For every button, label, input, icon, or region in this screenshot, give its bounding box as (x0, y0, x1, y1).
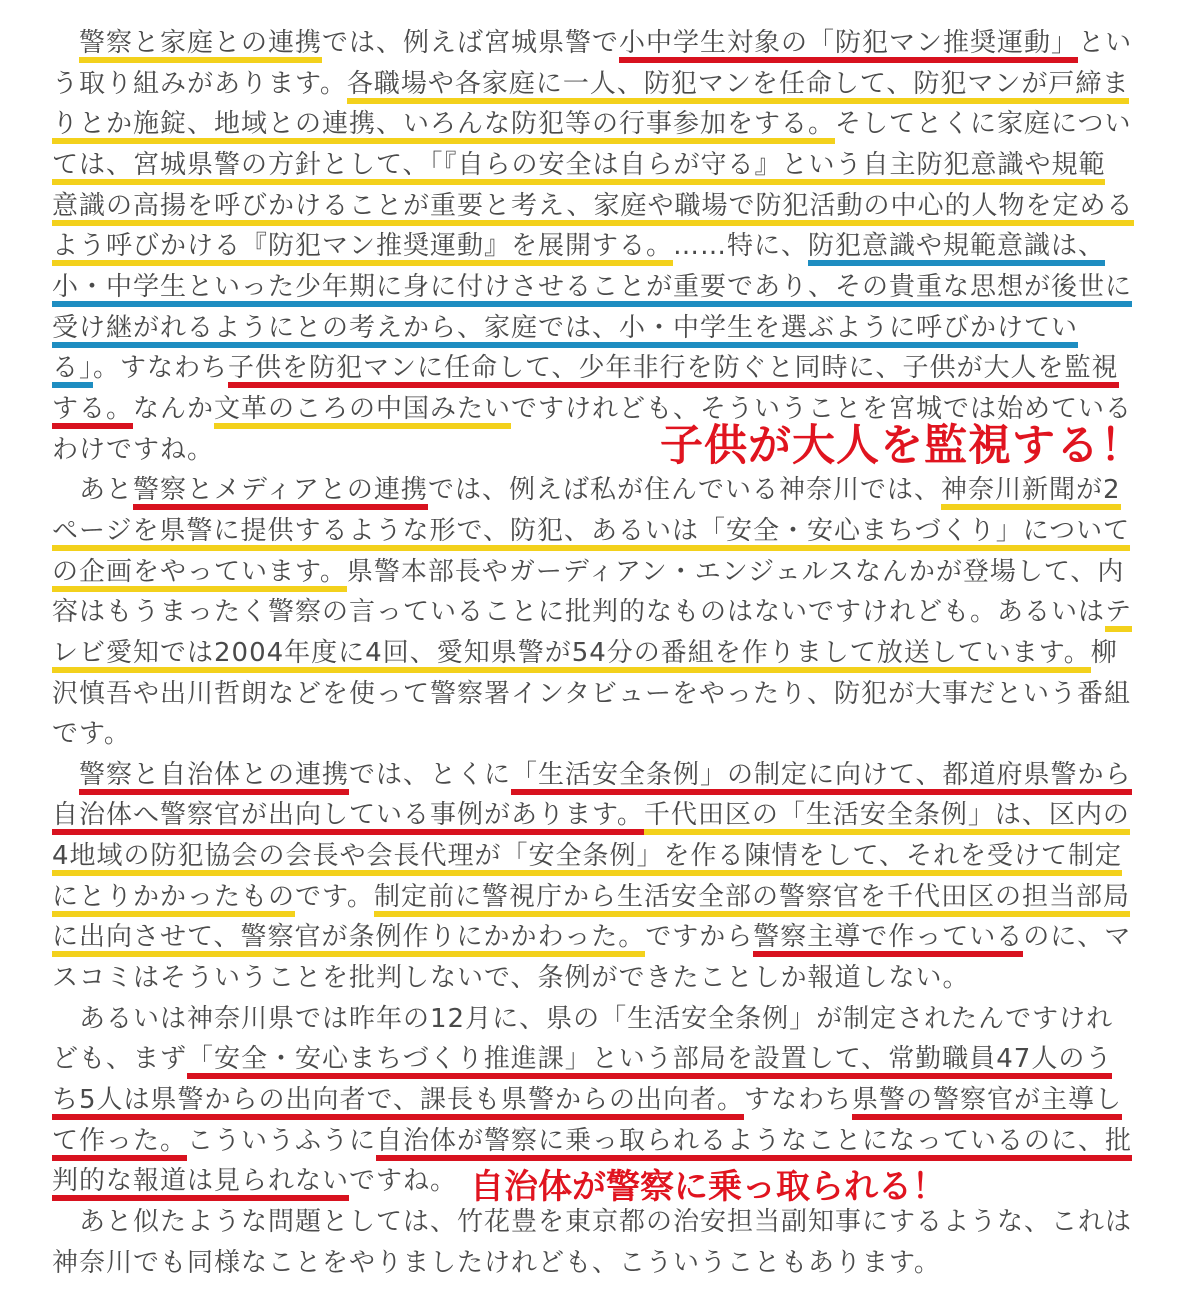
text-segment: あと (52, 475, 134, 506)
text-line (52, 226, 1172, 267)
text-segment: あるいは神奈川県では昨年の12月に、県の「生活安全条例」が制定されたんですけれ (52, 1003, 1114, 1034)
underlined-text-red: ち5人は県警からの出向者で、課長も県警からの出向者。 (52, 1085, 744, 1120)
text-line (52, 186, 1172, 227)
underlined-text-red: 小中学生対象の「防犯マン推奨運動」 (619, 28, 1078, 63)
text-segment: 沢慎吾や出川哲朗などを使って警察署インタビューをやったり、防犯が大事だという番組 (52, 678, 1131, 709)
underlined-text-red: 警察と自治体との連携 (79, 760, 349, 795)
text-line (52, 633, 1172, 674)
text-segment: すなわち (744, 1085, 853, 1116)
callout-annotation: 自治体が警察に乗っ取られる！ (470, 1167, 946, 1207)
text-segment: わけですね。 (52, 434, 215, 465)
text-segment: では、例えば宮城県警で (322, 28, 620, 58)
text-segment: ……特に、 (673, 231, 809, 262)
text-line (52, 308, 1172, 349)
underlined-text-yellow: 制定前に警視庁から生活安全部の警察官を千代田区の担当部局 (374, 882, 1130, 917)
underlined-text-red: 警察とメディアとの連携 (133, 475, 428, 510)
text-segment: スコミはそういうことを批判しないで、条例ができたことしか報道しない。 (52, 963, 970, 994)
underlined-text-yellow: ページを県警に提供するような形で、防犯、あるいは「安全・安心まちづくり」について (52, 516, 1130, 551)
text-line (52, 511, 1172, 552)
underlined-text-yellow: よう呼びかける『防犯マン推奨運動』を展開する。 (52, 231, 673, 266)
underlined-text-yellow: にとりかかったもの (52, 882, 295, 917)
text-segment: 柳 (1090, 637, 1118, 668)
text-line (52, 917, 1172, 958)
underlined-text-yellow: テ (1105, 597, 1132, 632)
text-segment: そしてとくに家庭につい (835, 109, 1132, 140)
underlined-text-yellow: の企画をやっています。 (52, 557, 347, 592)
underlined-text-blue: 受け継がれるようにとの考えから、家庭では、小・中学生を選ぶように呼びかけてい (52, 313, 1078, 348)
text-segment: のに、マ (1023, 922, 1132, 953)
underlined-text-red: 自治体へ警察官が出向している事例があります。 (52, 800, 644, 835)
text-segment: こういうふうに (187, 1125, 377, 1156)
document-body (52, 23, 1172, 1283)
underlined-text-red: 子供を防犯マンに任命して、少年非行を防ぐと同時に、子供が大人を監視 (228, 353, 1118, 388)
text-line (52, 877, 1172, 918)
text-segment: です。 (52, 719, 131, 750)
text-line (52, 348, 1172, 389)
text-line (52, 1080, 1172, 1121)
underlined-text-blue: 小・中学生といった少年期に身に付けさせることが重要であり、その貴重な思想が後世に (52, 272, 1132, 307)
underlined-text-blue: る」 (52, 353, 93, 388)
underlined-text-yellow: 神奈川新聞が2 (941, 475, 1121, 510)
underlined-text-red: て作った。 (52, 1126, 187, 1161)
text-line (52, 23, 1172, 64)
underlined-text-yellow: 警察と家庭との連携 (79, 28, 322, 63)
text-segment: なんか (133, 393, 215, 424)
text-line (52, 1039, 1172, 1080)
text-segment: ですね。 (349, 1166, 458, 1197)
underlined-text-red: 警察主導で作っている (753, 922, 1023, 957)
text-segment: あと似たような問題としては、竹花豊を東京都の治安担当副知事にするような、これは (52, 1207, 1133, 1238)
text-line (52, 755, 1172, 796)
underlined-text-red: 県警の警察官が主導し (852, 1085, 1122, 1120)
text-line (52, 958, 1172, 999)
text-line (52, 104, 1172, 145)
text-segment: 容はもうまったく警察の言っていることに批判的なものはないですけれども。あるいは (52, 597, 1106, 628)
text-line (52, 592, 1172, 633)
text-line (52, 552, 1172, 593)
text-segment: ですから (645, 922, 754, 953)
text-segment: 神奈川でも同様なことをやりましたけれども、こういうこともあります。 (52, 1247, 941, 1278)
text-line (52, 64, 1172, 105)
text-segment: では、とくに (349, 759, 512, 790)
text-line (52, 795, 1172, 836)
text-segment (52, 760, 79, 790)
underlined-text-yellow: レビ愛知では2004年度に4回、愛知県警が54分の番組を作りまして放送しています。 (52, 638, 1091, 673)
text-segment: ですけれども、そういうことを宮城では始めている (511, 393, 1133, 424)
underlined-text-yellow: 意識の高揚を呼びかけることが重要と考え、家庭や職場で防犯活動の中心的人物を定める (52, 191, 1134, 226)
underlined-text-yellow: 千代田区の「生活安全条例」は、区内の (644, 800, 1130, 835)
underlined-text-red: 「生活安全条例」の制定に向けて、都道府県警から (511, 760, 1131, 795)
text-line (52, 674, 1172, 715)
text-line (52, 714, 1172, 755)
underlined-text-yellow: 4地域の防犯協会の会長や会長代理が「安全条例」を作る陳情をして、それを受けて制定 (52, 841, 1122, 876)
underlined-text-blue: 防犯意識や規範意識は、 (808, 231, 1105, 266)
text-segment: です。 (295, 881, 374, 912)
text-segment: う取り組みがあります。 (52, 68, 347, 99)
text-segment: とい (1078, 28, 1133, 58)
text-segment: 。すなわち (93, 353, 229, 384)
text-segment: ども、まず (52, 1044, 188, 1075)
text-segment: 県警本部長やガーディアン・エンジェルスなんかが登場して、内 (346, 556, 1125, 587)
text-line (52, 267, 1172, 308)
text-line (52, 145, 1172, 186)
text-line (52, 1243, 1172, 1284)
underlined-text-yellow: ては、宮城県警の方針として、「『自らの安全は自らが守る』という自主防犯意識や規範 (52, 150, 1105, 185)
underlined-text-red: する。 (52, 394, 133, 429)
underlined-text-red: 自治体が警察に乗っ取られるようなことになっているのに、批 (376, 1126, 1132, 1161)
underlined-text-red: 「安全・安心まちづくり推進課」という部局を設置して、常勤職員47人のう (187, 1044, 1112, 1079)
text-line (52, 999, 1172, 1040)
text-line (52, 470, 1172, 511)
underlined-text-yellow: に出向させて、警察官が条例作りにかかわった。 (52, 922, 645, 957)
text-segment (52, 28, 79, 58)
text-line (52, 1202, 1172, 1243)
underlined-text-yellow: 文革のころの中国みたい (214, 394, 511, 429)
underlined-text-yellow: 各職場や各家庭に一人、防犯マンを任命して、防犯マンが戸締ま (347, 69, 1129, 104)
underlined-text-yellow: りとか施錠、地域との連携、いろんな防犯等の行事参加をする。 (52, 109, 835, 144)
callout-annotation: 子供が大人を監視する！ (660, 421, 1144, 471)
text-line (52, 1121, 1172, 1162)
underlined-text-red: 判的な報道は見られない (52, 1166, 349, 1201)
text-line (52, 836, 1172, 877)
text-segment: では、例えば私が住んでいる神奈川では、 (427, 475, 941, 506)
